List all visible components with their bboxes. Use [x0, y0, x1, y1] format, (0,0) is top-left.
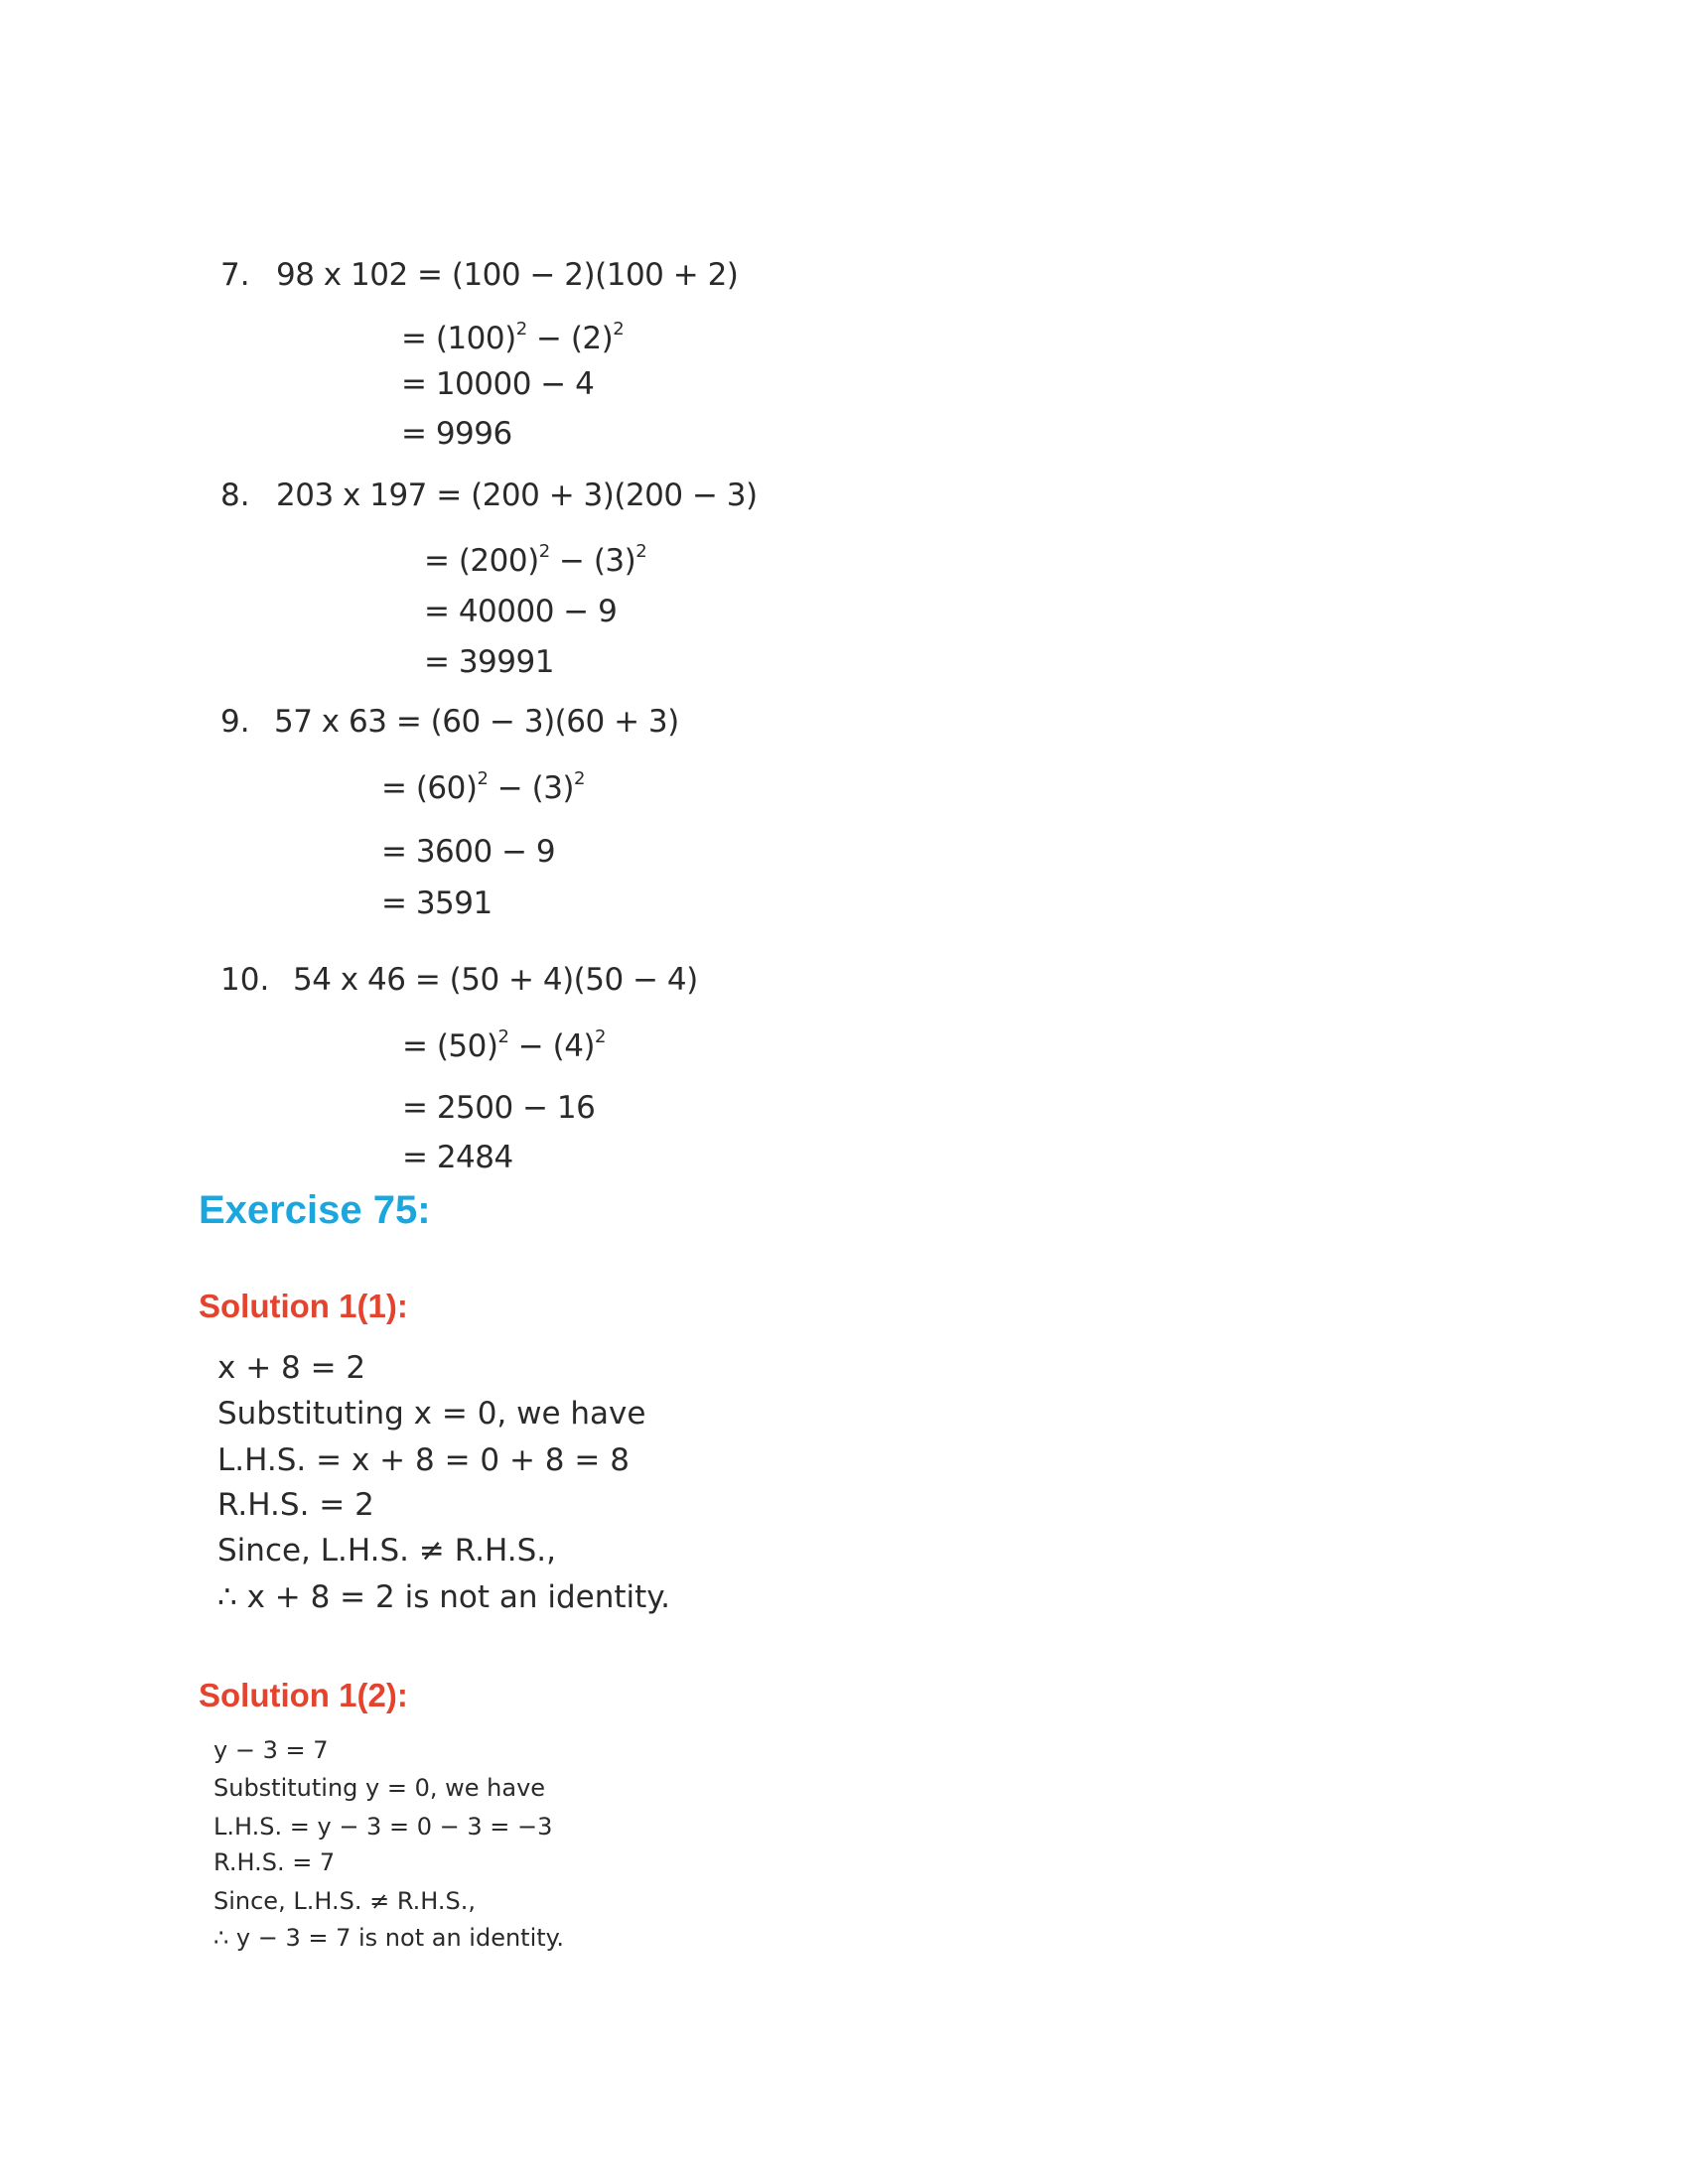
solution-line: ∴ x + 8 = 2 is not an identity.	[217, 1579, 671, 1615]
step-line: = 40000 − 9	[424, 594, 618, 629]
step-line	[424, 541, 647, 579]
exponent: 2	[595, 1026, 606, 1047]
step-text: − (2)	[526, 321, 614, 356]
solution-line: y − 3 = 7	[213, 1736, 329, 1764]
first-step: = (100 − 2)(100 + 2)	[417, 257, 739, 293]
solution-heading: Solution 1(2):	[199, 1677, 408, 1713]
solution-line: L.H.S. = y − 3 = 0 − 3 = −3	[213, 1813, 553, 1841]
exponent: 2	[635, 541, 647, 562]
first-step: = (60 − 3)(60 + 3)	[395, 704, 679, 740]
step-line: = 2500 − 16	[402, 1090, 596, 1126]
solution-line: Substituting x = 0, we have	[217, 1396, 646, 1432]
solution-heading: Solution 1(1):	[199, 1288, 408, 1324]
exponent: 2	[497, 1026, 509, 1047]
problem-number: 9.	[220, 704, 250, 740]
step-text: = (200)	[424, 543, 539, 579]
problem-number: 8.	[220, 478, 250, 513]
step-line	[402, 1026, 606, 1064]
exponent: 2	[538, 541, 550, 562]
solution-line: x + 8 = 2	[217, 1350, 366, 1386]
problem-number: 10.	[220, 962, 270, 998]
step-line: = 3591	[381, 886, 492, 921]
exponent: 2	[574, 768, 585, 789]
step-line: = 10000 − 4	[401, 366, 595, 402]
expression-text: 203 x 197	[276, 478, 427, 513]
expression-text: 98 x 102	[276, 257, 408, 293]
step-text: = (100)	[401, 321, 516, 356]
solution-line: Substituting y = 0, we have	[213, 1774, 546, 1802]
solution-line: Since, L.H.S. ≠ R.H.S.,	[213, 1887, 477, 1915]
step-line	[401, 319, 625, 356]
solution-line: R.H.S. = 7	[213, 1848, 336, 1876]
problem-expression	[293, 962, 698, 998]
step-line: = 39991	[424, 644, 554, 680]
problem-expression	[274, 704, 679, 740]
step-text: − (3)	[488, 770, 575, 806]
problem-expression	[276, 257, 739, 293]
expression-text: 54 x 46	[293, 962, 406, 998]
exponent: 2	[477, 768, 489, 789]
problem-number: 7.	[220, 257, 250, 293]
step-line: = 9996	[401, 416, 512, 452]
expression-text: 57 x 63	[274, 704, 387, 740]
step-text: − (3)	[549, 543, 636, 579]
exercise-heading: Exercise 75:	[199, 1188, 431, 1232]
step-text: − (4)	[508, 1028, 596, 1064]
exponent: 2	[515, 319, 527, 340]
step-line: = 3600 − 9	[381, 834, 556, 870]
first-step: = (200 + 3)(200 − 3)	[436, 478, 758, 513]
solution-line: R.H.S. = 2	[217, 1487, 374, 1523]
solution-line: ∴ y − 3 = 7 is not an identity.	[213, 1924, 565, 1952]
step-text: = (50)	[402, 1028, 498, 1064]
solution-line: Since, L.H.S. ≠ R.H.S.,	[217, 1533, 557, 1569]
first-step: = (50 + 4)(50 − 4)	[414, 962, 698, 998]
solution-line: L.H.S. = x + 8 = 0 + 8 = 8	[217, 1442, 630, 1478]
exponent: 2	[613, 319, 625, 340]
step-text: = (60)	[381, 770, 478, 806]
problem-expression	[276, 480, 758, 511]
step-line	[381, 768, 585, 806]
step-line: = 2484	[402, 1140, 513, 1175]
